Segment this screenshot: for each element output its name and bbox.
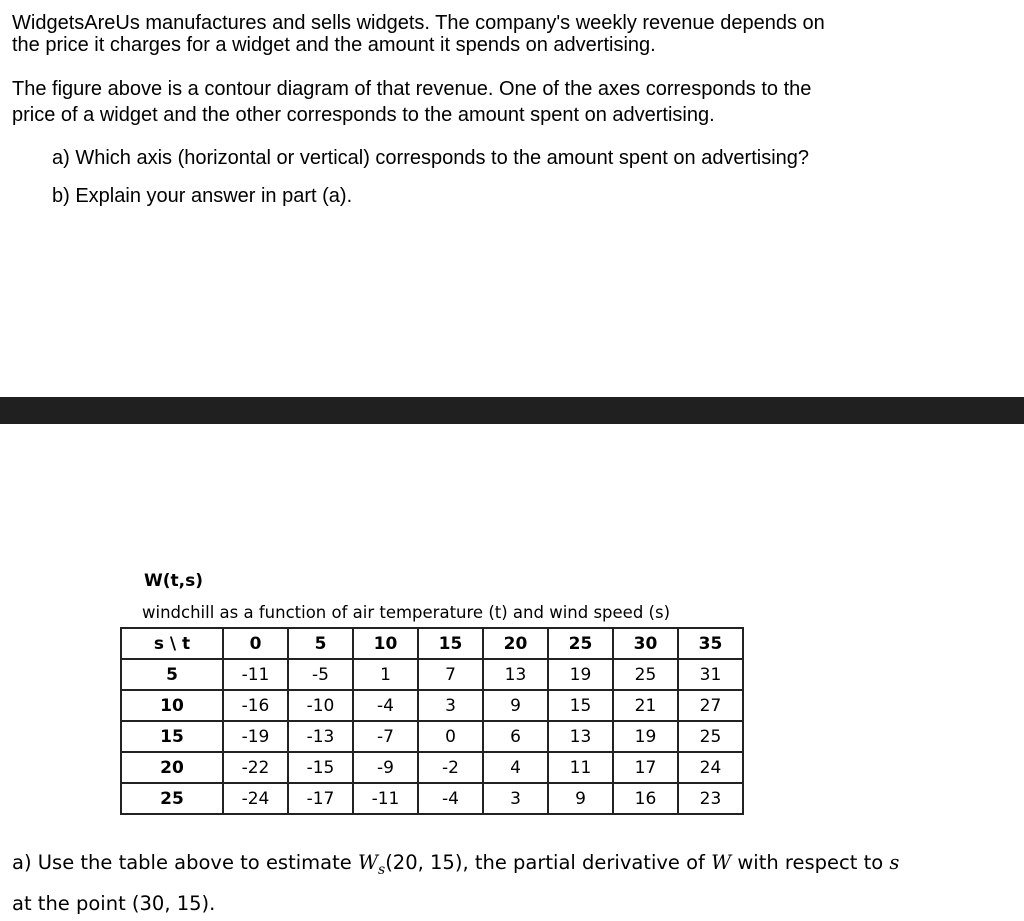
table-cell: -13 — [288, 721, 353, 752]
table-cell: -7 — [353, 721, 418, 752]
table-cell: -15 — [288, 752, 353, 783]
table-cell: 3 — [483, 783, 548, 814]
table-cell: 9 — [483, 690, 548, 721]
table-cell: -4 — [418, 783, 483, 814]
intro-line-2: the price it charges for a widget and the amount it spends on advertising. — [12, 34, 656, 56]
table-cell: 23 — [678, 783, 743, 814]
table-cell: -22 — [223, 752, 288, 783]
row-header-s: 5 — [121, 659, 223, 690]
table-cell: 6 — [483, 721, 548, 752]
intro-line-1: WidgetsAreUs manufactures and sells widgets. The company's weekly revenue depends on — [12, 12, 825, 34]
table-cell: 13 — [548, 721, 613, 752]
table-cell: 9 — [548, 783, 613, 814]
question-part-a: a) Which axis (horizontal or vertical) corresponds to the amount spent on advertising? — [52, 147, 810, 169]
table-cell: -19 — [223, 721, 288, 752]
header-t-20: 20 — [483, 628, 548, 659]
table-cell: 13 — [483, 659, 548, 690]
math-subscript: s — [378, 861, 386, 878]
math-s: s — [889, 851, 900, 874]
table-cell: 15 — [548, 690, 613, 721]
table-cell: 16 — [613, 783, 678, 814]
table-cell: -10 — [288, 690, 353, 721]
windchill-table — [120, 627, 744, 815]
row-header-s: 20 — [121, 752, 223, 783]
table-row — [121, 721, 743, 752]
question-text-mid: , the partial derivative of — [462, 851, 712, 874]
math-args: (20, 15) — [385, 851, 463, 874]
row-header-s: 15 — [121, 721, 223, 752]
table-cell: 24 — [678, 752, 743, 783]
table-header-row — [121, 628, 743, 659]
table-cell: -11 — [353, 783, 418, 814]
header-t-15: 15 — [418, 628, 483, 659]
table-cell: -16 — [223, 690, 288, 721]
table-cell: 11 — [548, 752, 613, 783]
table-cell: 25 — [613, 659, 678, 690]
table-cell: 27 — [678, 690, 743, 721]
page-divider — [0, 397, 1024, 424]
table-cell: -2 — [418, 752, 483, 783]
table-cell: -4 — [353, 690, 418, 721]
header-t-30: 30 — [613, 628, 678, 659]
table-row — [121, 752, 743, 783]
header-t-35: 35 — [678, 628, 743, 659]
corner-cell: s \ t — [121, 628, 223, 659]
table-cell: 17 — [613, 752, 678, 783]
figure-text-line-1: The figure above is a contour diagram of that revenue. One of the axes corresponds to the — [12, 78, 812, 100]
header-t-10: 10 — [353, 628, 418, 659]
table-cell: 1 — [353, 659, 418, 690]
question-text-mid2: with respect to — [731, 851, 890, 874]
math-w: W — [357, 851, 378, 874]
table-cell: 25 — [678, 721, 743, 752]
table-cell: -24 — [223, 783, 288, 814]
table-cell: -9 — [353, 752, 418, 783]
table-title: W(t,s) — [144, 571, 203, 591]
table-subtitle: windchill as a function of air temperature (t) and wind speed (s) — [142, 603, 671, 622]
table-cell: 21 — [613, 690, 678, 721]
header-t-5: 5 — [288, 628, 353, 659]
header-t-25: 25 — [548, 628, 613, 659]
question-part-b: b) Explain your answer in part (a). — [52, 185, 353, 207]
row-header-s: 10 — [121, 690, 223, 721]
question-text: a) Use the table above to estimate — [12, 851, 358, 874]
table-cell: -5 — [288, 659, 353, 690]
table-row — [121, 690, 743, 721]
table-cell: 31 — [678, 659, 743, 690]
table-cell: 0 — [418, 721, 483, 752]
question-windchill — [12, 846, 899, 921]
table-cell: -17 — [288, 783, 353, 814]
table-row — [121, 659, 743, 690]
row-header-s: 25 — [121, 783, 223, 814]
table-cell: -11 — [223, 659, 288, 690]
table-cell: 7 — [418, 659, 483, 690]
header-t-0: 0 — [223, 628, 288, 659]
figure-text-line-2: price of a widget and the other corresponds to the amount spent on advertising. — [12, 104, 715, 126]
table-cell: 19 — [613, 721, 678, 752]
question-line-2: at the point (30, 15). — [12, 891, 216, 915]
table-cell: 19 — [548, 659, 613, 690]
table-cell: 3 — [418, 690, 483, 721]
table-row — [121, 783, 743, 814]
table-cell: 4 — [483, 752, 548, 783]
math-w2: W — [711, 851, 732, 874]
